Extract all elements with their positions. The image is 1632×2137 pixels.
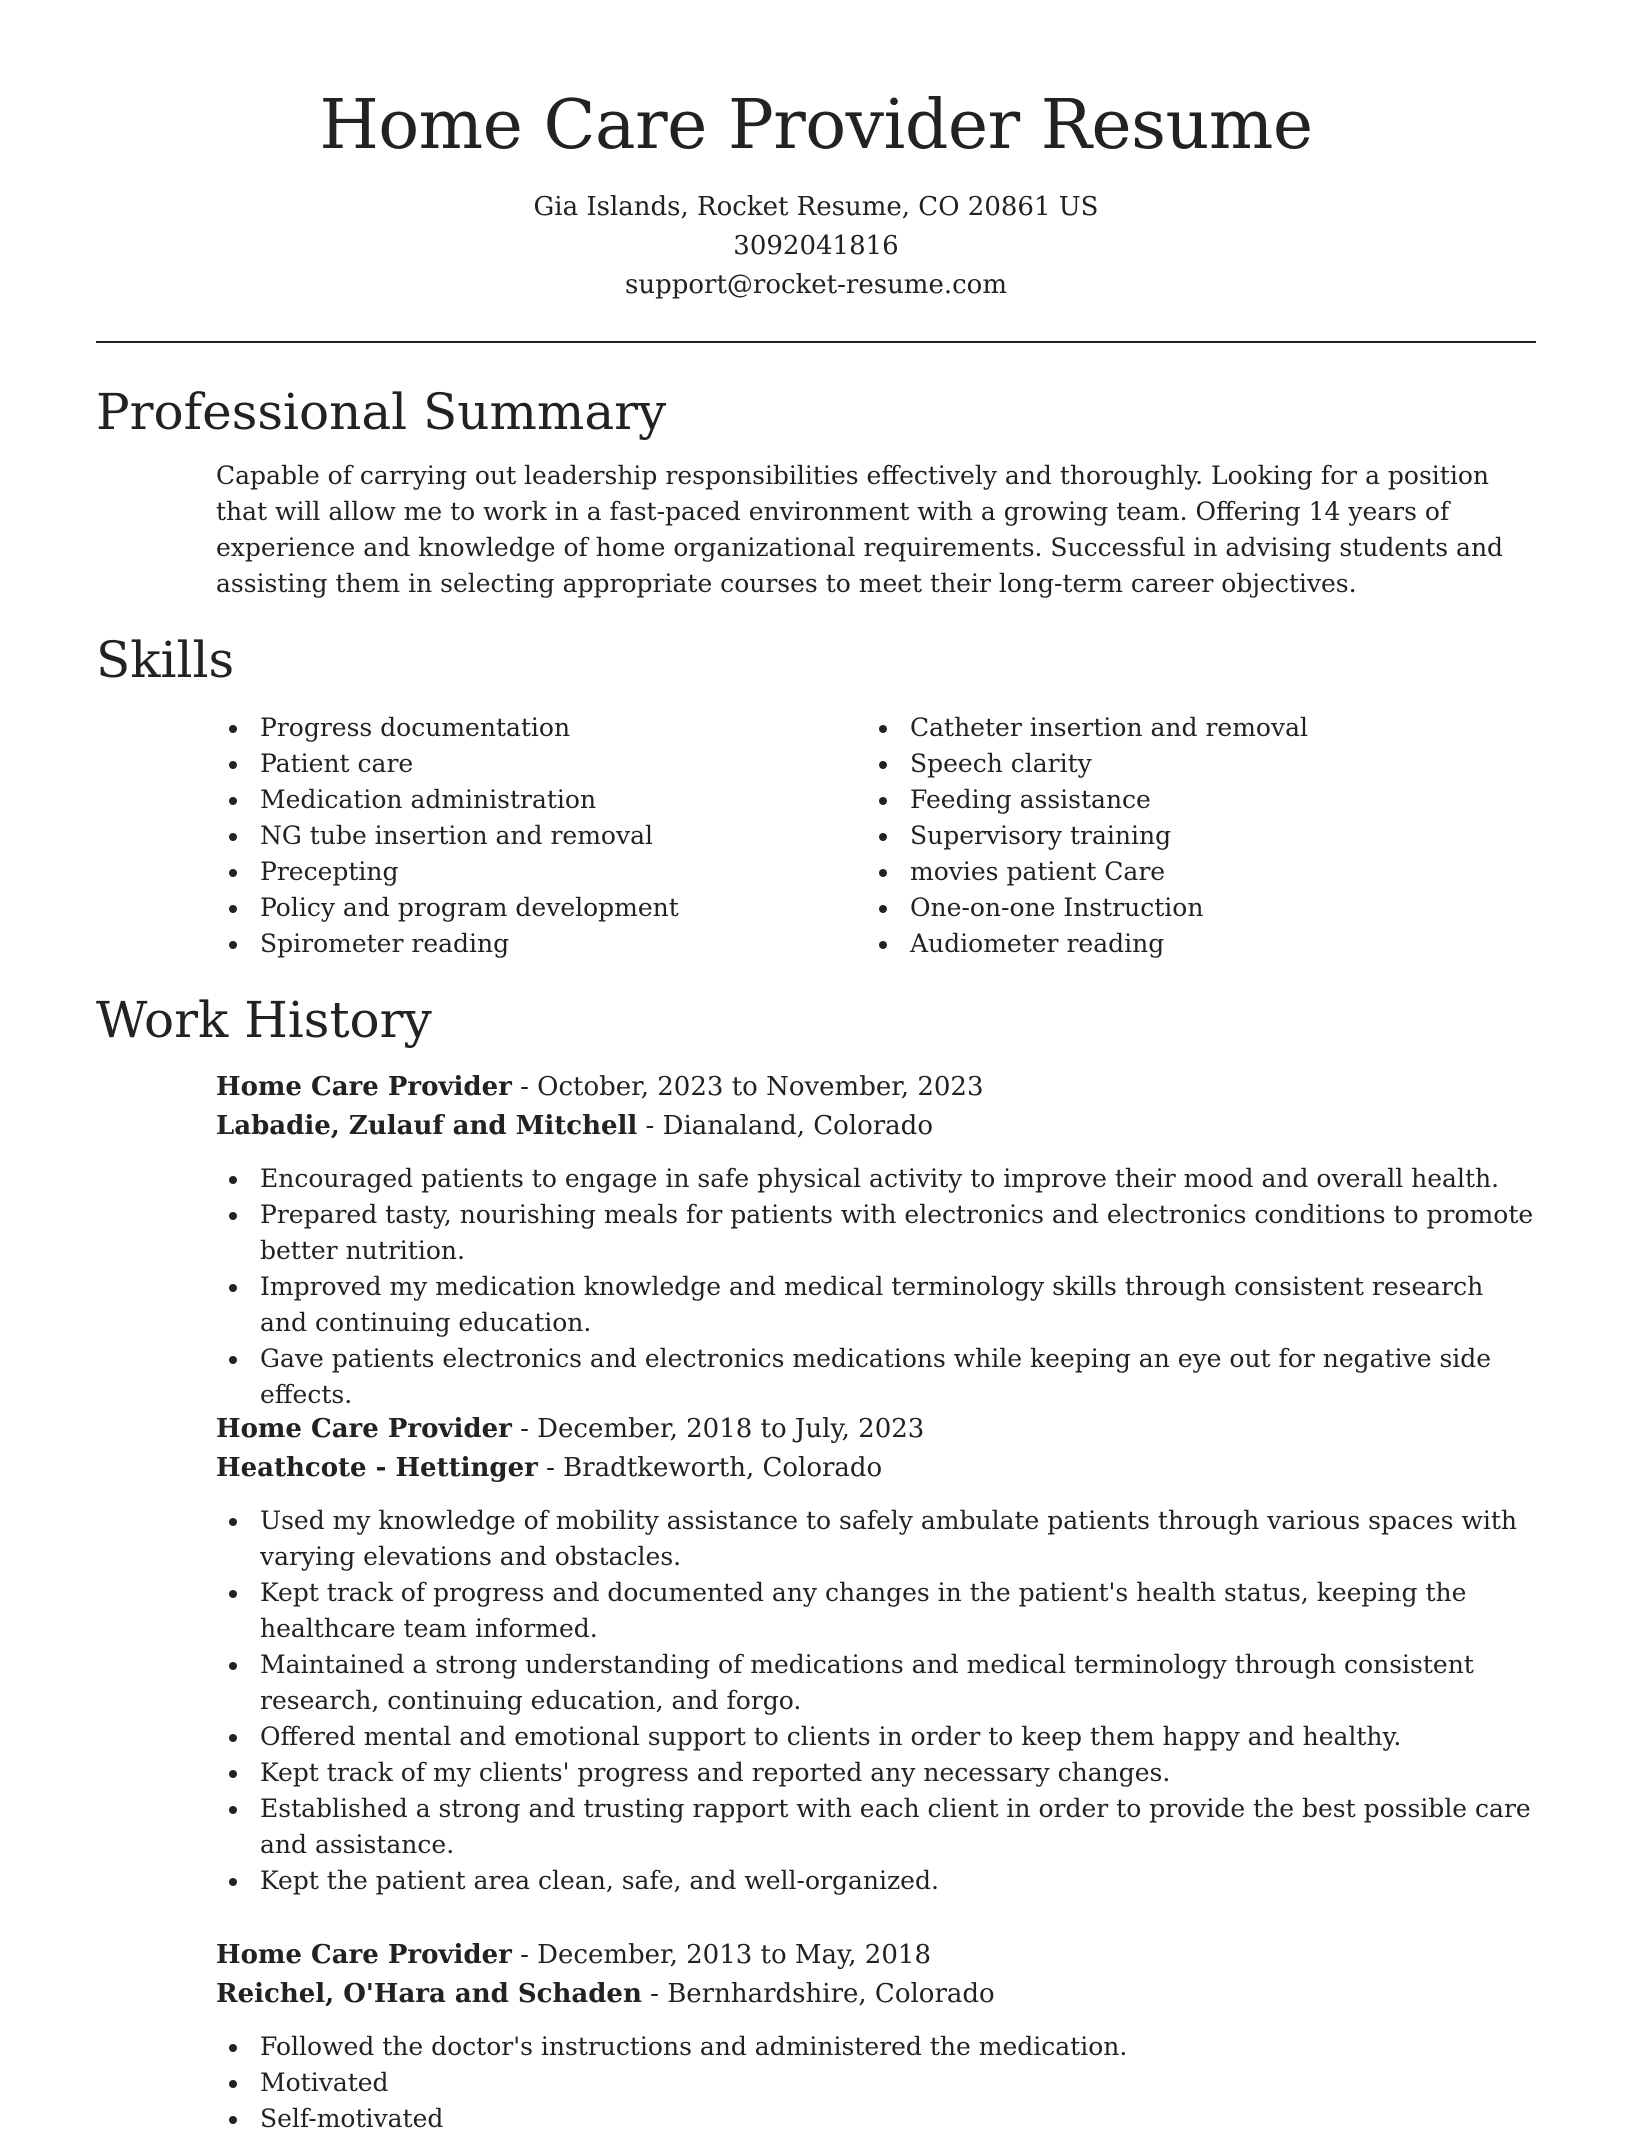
contact-address: Gia Islands, Rocket Resume, CO 20861 US	[533, 192, 1099, 222]
job-duty: Kept track of my clients' progress and reported any necessary changes.	[216, 1755, 1536, 1791]
job-duty: Kept the patient area clean, safe, and well-organized.	[216, 1863, 1536, 1899]
skill-item: Patient care	[216, 746, 836, 782]
job-title-line	[216, 1410, 1536, 1449]
skill-item: Progress documentation	[216, 710, 836, 746]
job-location: - Bernhardshire, Colorado	[641, 1979, 995, 2009]
job-location: - Dianaland, Colorado	[637, 1111, 933, 1141]
job-dates: - October, 2023 to November, 2023	[511, 1072, 984, 1102]
skills-column-left	[216, 710, 836, 962]
job-entry	[216, 1410, 1536, 1899]
job-dates: - December, 2013 to May, 2018	[511, 1940, 931, 1970]
job-entry	[216, 1936, 1536, 2137]
job-employer: Reichel, O'Hara and Schaden	[216, 1979, 642, 2009]
summary-text: Capable of carrying out leadership responsibilities effectively and thoroughly. Looking for a position that will allow me to work in a fast-paced environment with a growing team. Offering 14 years of experience and knowledge of home organizational requirements. Successful in advising students and assisting them in selecting appropriate courses to meet their long-term career objectives.	[216, 461, 1504, 598]
job-title-line	[216, 1936, 1536, 1975]
job-title: Home Care Provider	[216, 1414, 512, 1444]
job-duty: Self-motivated	[216, 2101, 1536, 2137]
skill-item: Feeding assistance	[866, 782, 1486, 818]
header-divider	[96, 341, 1536, 343]
job-duty: Maintained a strong understanding of medications and medical terminology through consistent research, continuing education, and forgo.	[216, 1647, 1536, 1719]
job-duty: Improved my medication knowledge and medical terminology skills through consistent research and continuing education.	[216, 1269, 1536, 1341]
skill-item: movies patient Care	[866, 854, 1486, 890]
contact-block	[96, 188, 1536, 305]
job-employer: Heathcote - Hettinger	[216, 1453, 538, 1483]
job-duties-list	[216, 1161, 1536, 1413]
skill-item: Precepting	[216, 854, 836, 890]
job-title: Home Care Provider	[216, 1940, 512, 1970]
skill-item: Speech clarity	[866, 746, 1486, 782]
skill-item: Catheter insertion and removal	[866, 710, 1486, 746]
skill-item: Supervisory training	[866, 818, 1486, 854]
job-duties-list	[216, 1503, 1536, 1899]
job-duty: Established a strong and trusting rapport with each client in order to provide the best possible care and assistance.	[216, 1791, 1536, 1863]
job-duties-list	[216, 2029, 1536, 2137]
skills-heading: Skills	[96, 631, 235, 689]
job-duty: Followed the doctor's instructions and administered the medication.	[216, 2029, 1536, 2065]
job-title: Home Care Provider	[216, 1072, 512, 1102]
contact-phone: 3092041816	[733, 231, 899, 261]
job-duty: Encouraged patients to engage in safe physical activity to improve their mood and overall health.	[216, 1161, 1536, 1197]
summary-section	[216, 458, 1536, 602]
skill-item: Medication administration	[216, 782, 836, 818]
skill-item: NG tube insertion and removal	[216, 818, 836, 854]
contact-email: support@rocket-resume.com	[624, 270, 1007, 300]
job-employer-line	[216, 1449, 1536, 1488]
job-employer: Labadie, Zulauf and Mitchell	[216, 1111, 638, 1141]
job-duty: Kept track of progress and documented any changes in the patient's health status, keeping the healthcare team informed.	[216, 1575, 1536, 1647]
job-employer-line	[216, 1975, 1536, 2014]
resume-header	[96, 78, 1536, 305]
skill-item: Policy and program development	[216, 890, 836, 926]
job-location: - Bradtkeworth, Colorado	[537, 1453, 883, 1483]
skills-list-right	[866, 710, 1486, 962]
skills-list-left	[216, 710, 836, 962]
job-employer-line	[216, 1107, 1536, 1146]
skill-item: One-on-one Instruction	[866, 890, 1486, 926]
skills-column-right	[866, 710, 1486, 962]
job-duty: Used my knowledge of mobility assistance to safely ambulate patients through various spaces with varying elevations and obstacles.	[216, 1503, 1536, 1575]
job-title-line	[216, 1068, 1536, 1107]
summary-heading: Professional Summary	[96, 383, 667, 441]
resume-title: Home Care Provider Resume	[319, 86, 1313, 165]
job-duty: Prepared tasty, nourishing meals for patients with electronics and electronics conditions to promote better nutrition.	[216, 1197, 1536, 1269]
job-dates: - December, 2018 to July, 2023	[511, 1414, 925, 1444]
work-history-heading: Work History	[96, 991, 432, 1049]
job-entry	[216, 1068, 1536, 1413]
job-duty: Motivated	[216, 2065, 1536, 2101]
job-duty: Gave patients electronics and electronics medications while keeping an eye out for negative side effects.	[216, 1341, 1536, 1413]
job-duty: Offered mental and emotional support to clients in order to keep them happy and healthy.	[216, 1719, 1536, 1755]
skill-item: Spirometer reading	[216, 926, 836, 962]
skill-item: Audiometer reading	[866, 926, 1486, 962]
